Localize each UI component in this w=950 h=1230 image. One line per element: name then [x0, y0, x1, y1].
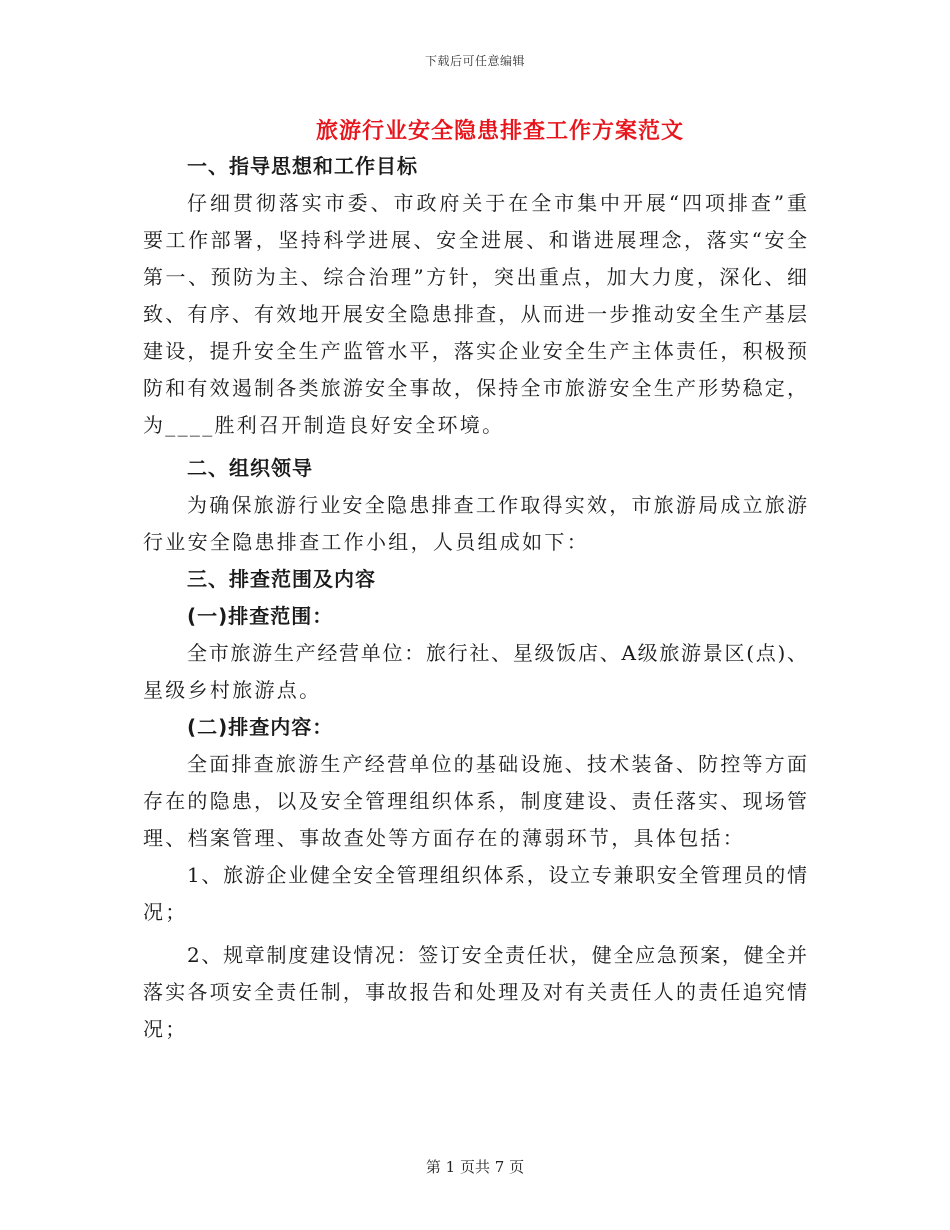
paragraph-line: 全面排查旅游生产经营单位的基础设施、技术装备、防控等方面 [187, 752, 807, 776]
list-item-line: 2、规章制度建设情况：签订安全责任状，健全应急预案，健全并 [187, 943, 807, 967]
paragraph-line: 理、档案管理、事故查处等方面存在的薄弱环节，具体包括： [143, 826, 746, 850]
paragraph-line: 星级乡村旅游点。 [143, 678, 322, 702]
paragraph-line: 为____胜利召开制造良好安全环境。 [143, 413, 505, 437]
subsection-heading-content: (二)排查内容： [187, 715, 334, 739]
page-number: 第 1 页共 7 页 [425, 1158, 525, 1176]
section-heading-organization: 二、组织领导 [187, 456, 313, 480]
paragraph-line: 第一、预防为主、综合治理”方针，突出重点，加大力度，深化、细 [143, 265, 807, 289]
list-item-line: 落实各项安全责任制，事故报告和处理及对有关责任人的责任追究情 [143, 980, 807, 1004]
section-heading-guiding-thought: 一、指导思想和工作目标 [187, 154, 418, 178]
paragraph-line: 为确保旅游行业安全隐患排查工作取得实效，市旅游局成立旅游 [187, 493, 807, 517]
document-body [143, 148, 807, 1048]
header-note: 下载后可任意编辑 [424, 54, 525, 68]
paragraph-line: 防和有效遏制各类旅游安全事故，保持全市旅游安全生产形势稳定， [143, 376, 807, 400]
paragraph-line: 建设，提升安全生产监管水平，落实企业安全生产主体责任，积极预 [143, 339, 807, 363]
list-item-line: 1、旅游企业健全安全管理组织体系，设立专兼职安全管理员的情 [187, 863, 807, 887]
paragraph-line: 存在的隐患，以及安全管理组织体系，制度建设、责任落实、现场管 [143, 789, 807, 813]
document-title: 旅游行业安全隐患排查工作方案范文 [315, 118, 684, 144]
paragraph-line: 仔细贯彻落实市委、市政府关于在全市集中开展“四项排查”重 [187, 191, 807, 215]
list-item-line: 况； [143, 900, 188, 924]
paragraph-line: 要工作部署，坚持科学进展、安全进展、和谐进展理念，落实“安全 [143, 228, 807, 252]
section-heading-scope-and-content: 三、排查范围及内容 [187, 567, 376, 591]
list-item-line: 况； [143, 1017, 188, 1041]
subsection-heading-scope: (一)排查范围： [187, 604, 334, 628]
paragraph-line: 致、有序、有效地开展安全隐患排查，从而进一步推动安全生产基层 [143, 302, 807, 326]
paragraph-line: 行业安全隐患排查工作小组，人员组成如下： [143, 530, 589, 554]
paragraph-line: 全市旅游生产经营单位：旅行社、星级饭店、A级旅游景区(点)、 [187, 641, 807, 665]
